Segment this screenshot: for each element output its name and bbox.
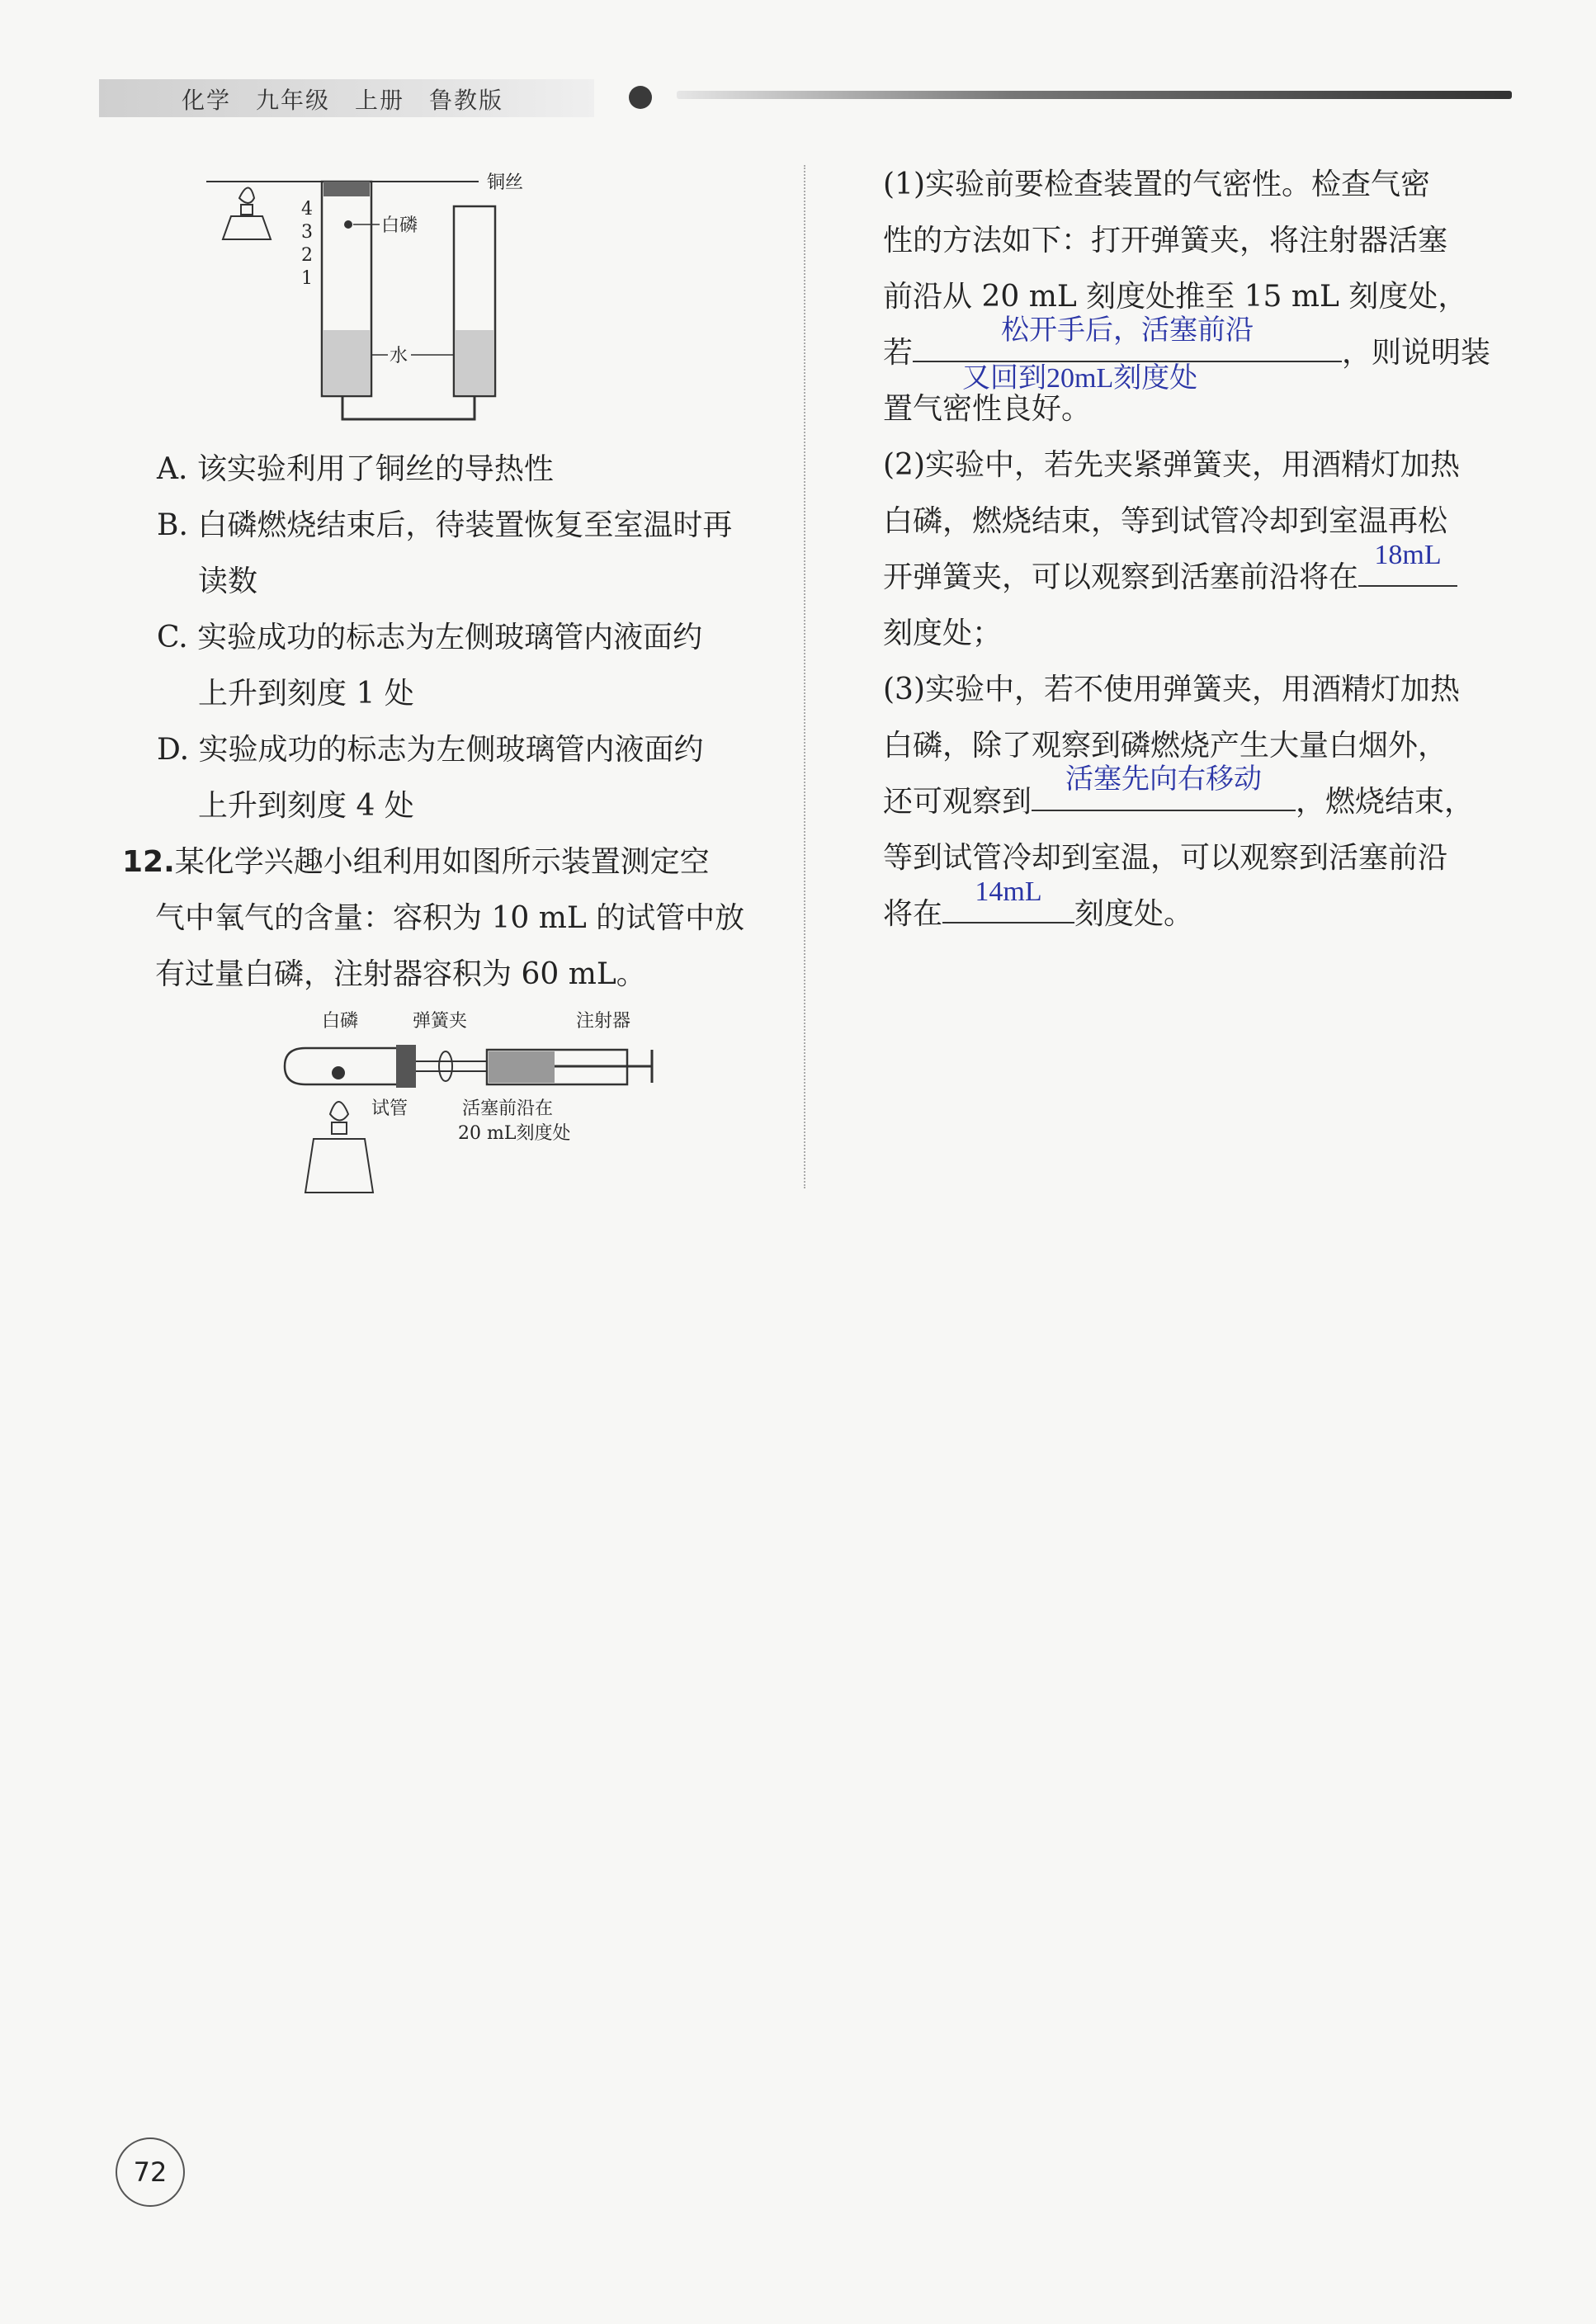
q11-option-a: A. 该实验利用了铜丝的导热性 bbox=[157, 452, 554, 486]
header-dot bbox=[629, 86, 652, 109]
figure-syringe-apparatus bbox=[272, 1007, 668, 1197]
q11-option-c: C. 实验成功的标志为左侧玻璃管内液面约 上升到刻度 1 处 bbox=[157, 621, 703, 711]
label-test-tube: 试管 bbox=[371, 1098, 408, 1119]
answer-2: 18mL bbox=[1374, 540, 1442, 570]
answer-blank-1 bbox=[913, 315, 1342, 394]
label-piston-1: 活塞前沿在 bbox=[462, 1098, 554, 1119]
column-divider bbox=[804, 165, 805, 1188]
q12-part3: (3)实验中，若不使用弹簧夹，用酒精灯加热 白磷，除了观察到磷燃烧产生大量白烟外， 还可观察到 活塞先向右移动 ，燃烧结束， 等到试管冷却到室温，可以观察到活塞前沿 将在 14mL 刻度处。 bbox=[883, 673, 1475, 931]
svg-text:1: 1 bbox=[301, 268, 313, 289]
answer-blank-4 bbox=[942, 876, 1074, 923]
q12-part2: (2)实验中，若先夹紧弹簧夹，用酒精灯加热 白磷，燃烧结束，等到试管冷却到室温再松 开弹簧夹，可以观察到活塞前沿将在 18mL 刻度处； bbox=[883, 448, 1460, 650]
q11-option-d: D. 实验成功的标志为左侧玻璃管内液面约 上升到刻度 4 处 bbox=[157, 733, 704, 823]
svg-text:3: 3 bbox=[301, 222, 313, 243]
answer-3: 活塞先向右移动 bbox=[1065, 764, 1263, 795]
svg-text:2: 2 bbox=[301, 245, 313, 266]
q12-number: 12. bbox=[122, 845, 175, 879]
answer-4: 14mL bbox=[975, 876, 1042, 907]
page-number: 72 bbox=[116, 2137, 185, 2207]
answer-1-line2: 又回到20mL刻度处 bbox=[962, 363, 1198, 394]
right-column bbox=[883, 157, 1510, 942]
label-syringe: 注射器 bbox=[576, 1011, 631, 1032]
label-phosphorus-2: 白磷 bbox=[322, 1011, 359, 1032]
svg-text:4: 4 bbox=[301, 199, 313, 220]
left-column bbox=[122, 157, 776, 1003]
label-clip: 弹簧夹 bbox=[413, 1011, 468, 1032]
header-title: 化学 九年级 上册 鲁教版 bbox=[182, 87, 504, 114]
label-piston-2: 20 mL刻度处 bbox=[458, 1123, 571, 1144]
header-line bbox=[677, 91, 1512, 99]
answer-blank-3 bbox=[1032, 764, 1296, 811]
label-water: 水 bbox=[390, 346, 408, 366]
q12-stem: 12.某化学兴趣小组利用如图所示装置测定空 气中氧气的含量：容积为 10 mL 的试管中放 有过量白磷，注射器容积为 60 mL。 bbox=[122, 845, 745, 991]
q11-option-b: B. 白磷燃烧结束后，待装置恢复至室温时再 读数 bbox=[157, 508, 733, 598]
q12-part1: (1)实验前要检查装置的气密性。检查气密 性的方法如下：打开弹簧夹，将注射器活塞 前沿从 20 mL 刻度处推至 15 mL 刻度处， 若 松开手后，活塞前沿 又回到20mL刻度处 ，则说明装 置气密性良好。 bbox=[883, 168, 1491, 426]
answer-blank-2 bbox=[1358, 540, 1457, 587]
page-header bbox=[99, 73, 1510, 122]
label-wire: 铜丝 bbox=[487, 172, 524, 193]
label-phosphorus: 白磷 bbox=[381, 215, 418, 236]
answer-1-line1: 松开手后，活塞前沿 bbox=[1001, 315, 1254, 346]
